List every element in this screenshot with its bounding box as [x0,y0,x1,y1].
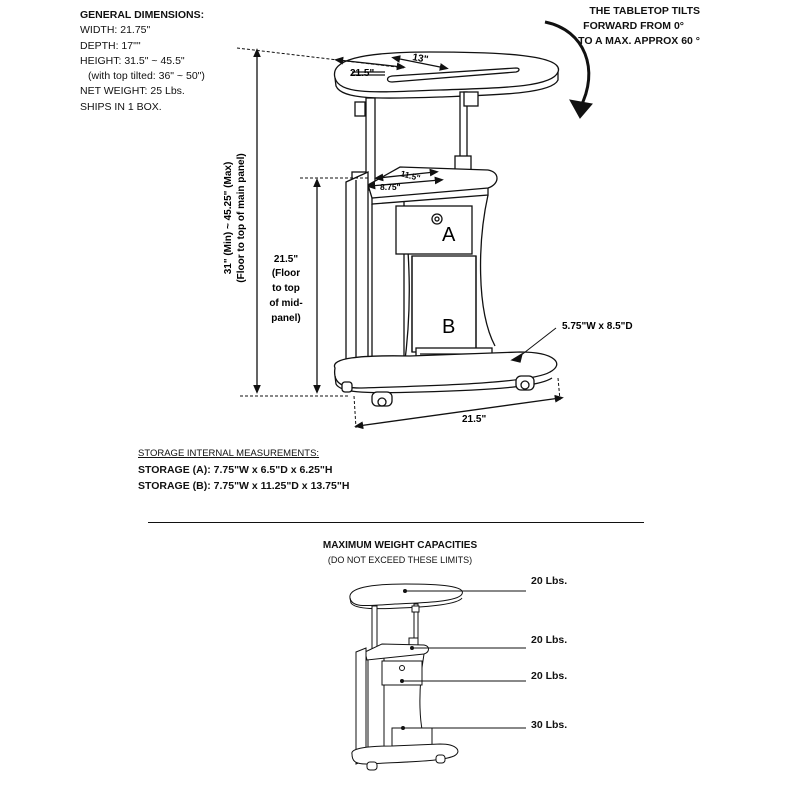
tilt-note-line-1: THE TABLETOP TILTS [589,5,700,17]
drawer-a [396,206,472,254]
mid-height-note-4: panel) [271,313,301,324]
small-tabletop [350,584,463,606]
width-spec: WIDTH: 21.75" [80,24,151,37]
mid-height-label: 21.5" [273,254,299,265]
base-tray-label: 5.75"W x 8.5"D [562,321,633,332]
storage-a-label: A [442,224,456,246]
tilt-note-line-2: FORWARD FROM 0° [583,20,684,32]
top-depth-label: 13" [411,52,430,66]
storage-heading: STORAGE INTERNAL MEASUREMENTS: [138,448,320,459]
main-panel [346,172,368,374]
base-width-label: 21.5" [462,414,487,425]
capacity-subheading: (DO NOT EXCEED THESE LIMITS) [327,555,473,565]
mid-height-note-3: of mid- [269,298,303,309]
tilt-arrowhead-icon [570,100,592,118]
height-spec: HEIGHT: 31.5" ~ 45.5" [80,54,185,67]
overall-height-note: (Floor to top of main panel) [236,153,247,283]
caster-front-right [516,376,534,390]
storage-a-row: STORAGE (A): 7.75"W x 6.5"D x 6.25"H [138,464,333,476]
shelf-depth-label: 11.5" [399,168,422,184]
storage-measurements [138,446,349,494]
weight-bottom: 30 Lbs. [531,719,568,731]
mid-height-note-1: (Floor [271,268,301,279]
caster-front-left [372,392,392,406]
left-knob [355,102,365,116]
mid-height-note-2: to top [272,283,300,294]
section-divider [148,522,644,523]
general-dimensions-heading: GENERAL DIMENSIONS: [80,9,205,21]
right-knob [464,92,478,106]
capacity-diagram [0,560,800,800]
overall-height-label: 31" (Min) ~ 45.25" (Max) [223,161,234,275]
storage-b-row: STORAGE (B): 7.75"W x 11.25"D x 13.75"H [138,480,350,492]
caster-rear [342,382,352,392]
depth-spec: DEPTH: 17"" [80,39,141,52]
weight-top: 20 Lbs. [531,575,568,587]
tilt-note-line-3: TO A MAX. APPROX 60 ° [578,35,700,47]
top-width-label: 21.5" [350,68,375,79]
small-panel [356,648,366,764]
capacity-heading: MAXIMUM WEIGHT CAPACITIES [322,540,478,551]
weight-drawer: 20 Lbs. [531,670,568,682]
weight-shelf: 20 Lbs. [531,634,568,646]
height-tilted-spec: (with top tilted: 36" ~ 50") [88,70,205,83]
net-weight-spec: NET WEIGHT: 25 Lbs. [80,85,185,98]
base-tray-leader [520,328,556,356]
shelf-width-label: 8.75" [380,182,401,192]
storage-b-label: B [442,316,456,338]
ships-spec: SHIPS IN 1 BOX. [80,100,162,113]
